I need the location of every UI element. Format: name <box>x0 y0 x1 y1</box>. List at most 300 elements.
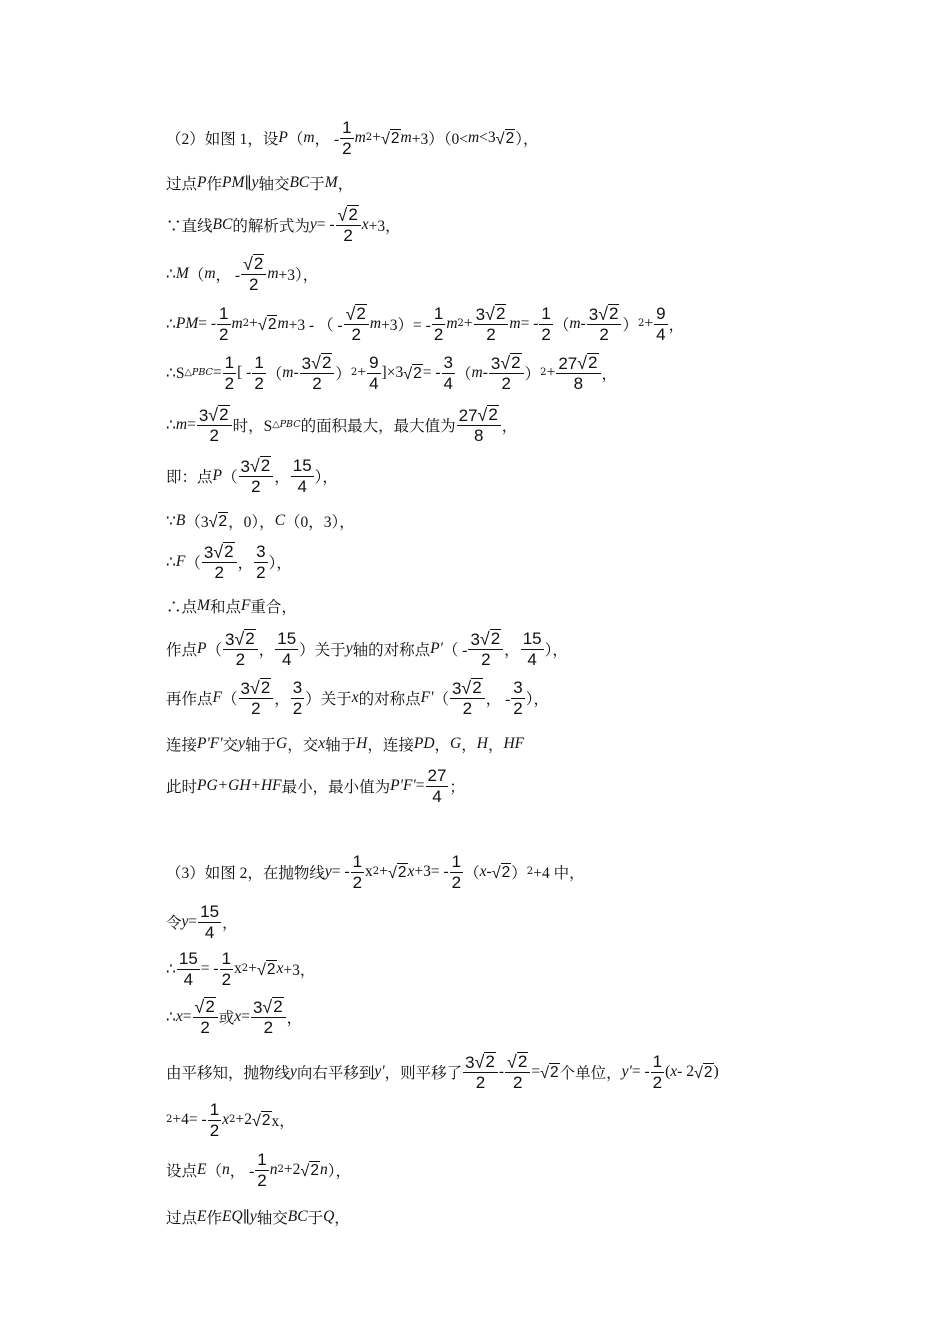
denominator: 4 <box>204 922 215 942</box>
variable: x <box>234 1008 242 1025</box>
math-line-reflect-p <box>166 625 568 673</box>
text: 令 <box>166 915 182 932</box>
text: +2 <box>235 1111 252 1128</box>
text: 轴交 <box>256 1210 288 1227</box>
text: ； <box>449 779 465 796</box>
denominator: 2 <box>292 698 303 718</box>
text: （ <box>206 1163 222 1180</box>
variable: m <box>471 364 483 381</box>
sqrt-expression <box>694 1063 714 1081</box>
fraction <box>450 678 485 719</box>
numerator: 1 <box>342 117 352 137</box>
text: +3= - <box>414 863 449 880</box>
variable: m <box>277 315 289 332</box>
variable: BC <box>289 174 310 191</box>
text: +3）， <box>278 267 319 284</box>
radical-sign-icon: √ <box>461 677 472 698</box>
radicand: 2 <box>267 315 277 333</box>
text: （ <box>266 366 283 383</box>
variable: E <box>197 1208 207 1225</box>
text: = - <box>316 216 335 233</box>
text: 过点 <box>166 1210 198 1227</box>
variable: B <box>175 512 186 529</box>
radicand: 2 <box>517 1051 528 1071</box>
radicand: 2 <box>310 1161 319 1179</box>
radical-sign-icon: √ <box>500 352 511 373</box>
variable: P <box>212 467 222 484</box>
denominator: 2 <box>219 324 229 344</box>
variable: x <box>351 689 359 706</box>
text: 作点 <box>166 642 198 659</box>
numerator: 3 √ 2 <box>463 1052 498 1074</box>
radical-sign-icon: √ <box>598 303 609 324</box>
variable: m <box>175 416 188 433</box>
variable: H <box>476 735 488 752</box>
text: +3， <box>368 218 401 235</box>
text: - <box>498 1063 505 1080</box>
sqrt-expression <box>403 364 423 382</box>
variable: F <box>240 597 251 614</box>
text: ） <box>524 366 541 383</box>
sqrt-expression <box>485 304 506 324</box>
fraction <box>255 1151 268 1190</box>
text: 的对称点 <box>358 691 421 708</box>
text: ，0）， <box>228 514 275 531</box>
fraction <box>489 353 524 394</box>
sqrt-expression <box>577 353 598 373</box>
denominator: 2 <box>248 275 259 295</box>
text: = - <box>331 863 350 880</box>
fraction <box>351 853 364 892</box>
sqrt-expression <box>507 1052 528 1072</box>
variable: x <box>318 735 326 752</box>
numerator: 3 √ 2 <box>468 629 503 651</box>
sqrt-expression <box>195 997 216 1017</box>
text: ， <box>434 737 451 754</box>
text: = <box>182 1008 192 1025</box>
sqrt-expression <box>381 129 401 147</box>
numerator: 15 <box>522 628 542 648</box>
text: + <box>372 129 381 146</box>
text: - <box>482 364 488 381</box>
numerator: 1 <box>224 352 235 372</box>
text: ∵直线 <box>166 218 213 235</box>
numerator: 3 √ 2 <box>251 997 286 1019</box>
numerator: 3 √ 2 <box>450 678 485 700</box>
math-line-m-f-coincide <box>166 582 297 630</box>
numerator <box>193 997 218 1019</box>
fraction <box>654 305 667 344</box>
fraction <box>241 254 266 295</box>
text: ， <box>274 469 290 486</box>
denominator: 2 <box>351 325 361 345</box>
denominator: 2 <box>512 1073 523 1093</box>
numerator: 15 <box>292 455 312 475</box>
radicand: 2 <box>205 996 215 1016</box>
variable: y' <box>621 1063 632 1080</box>
sqrt-expression <box>262 997 283 1017</box>
numerator: 27 √ 2 <box>457 405 501 427</box>
text: 和点 <box>209 599 241 616</box>
text: ）， <box>525 691 549 708</box>
numerator: 1 <box>433 303 444 323</box>
variable: M <box>324 174 338 191</box>
math-line-area-pbc: ∴S △PBC = $\frac{1}{2}$ [ - $\frac{1}{2}$ （ m - 3 √ 2 2 ） 2 + $\frac{9}{4}$ ]×3 √ 2 = - $\frac{3}{4}$ （ m - 3 √ 2 2 ） 2 + 27 √ 2 8 ， <box>166 352 618 394</box>
denominator: 4 <box>369 373 379 393</box>
radicand: 2 <box>485 1051 495 1071</box>
text: ∵ <box>166 512 176 530</box>
variable: x <box>222 1111 230 1128</box>
text: ， <box>487 737 504 754</box>
math-line-p2-intro: （2）如图 1，设 P （ m ， - $\frac{1}{2}$ m 2 + √ 2 m +3）（0< m <3 √ 2 ）， <box>166 117 539 158</box>
variable: F <box>175 553 186 570</box>
text: - <box>580 315 586 332</box>
sqrt-expression <box>500 353 521 373</box>
numerator: 3 <box>513 677 523 697</box>
radicand: 2 <box>219 404 229 424</box>
radical-sign-icon: √ <box>300 1161 310 1180</box>
variable: y <box>251 174 259 191</box>
numerator <box>241 254 266 276</box>
variable: x <box>276 960 284 977</box>
sqrt-expression <box>540 1063 560 1081</box>
sqrt-expression <box>480 629 501 649</box>
radical-sign-icon: √ <box>474 1051 485 1072</box>
text: （ <box>221 469 238 486</box>
sqrt-expression <box>257 960 277 978</box>
radicand: 2 <box>260 455 271 475</box>
radical-sign-icon: √ <box>262 996 273 1017</box>
variable: E <box>197 1161 207 1178</box>
denominator: 4 <box>527 649 537 669</box>
fraction <box>197 405 232 446</box>
radical-sign-icon: √ <box>507 1051 517 1072</box>
fraction <box>254 543 267 582</box>
text: 设点 <box>166 1163 198 1180</box>
variable: BC <box>287 1208 308 1225</box>
text: 向右平移到 <box>296 1065 375 1082</box>
variable: n <box>319 1161 328 1178</box>
text: ， <box>501 418 518 435</box>
text: ， <box>504 642 520 659</box>
text: ∴ <box>166 553 176 571</box>
denominator: 2 <box>342 138 352 158</box>
radicand: 2 <box>488 404 498 424</box>
text: （ <box>464 865 480 882</box>
numerator: 15 <box>178 948 198 968</box>
math-line-min-value <box>166 762 465 810</box>
fraction <box>252 354 265 393</box>
text: ， <box>286 1010 303 1027</box>
fraction <box>340 119 353 158</box>
variable: x <box>361 216 369 233</box>
numerator: 15 <box>277 628 297 648</box>
radical-sign-icon: √ <box>311 352 321 373</box>
text: （ <box>185 555 201 572</box>
variable: m <box>400 129 412 146</box>
radical-sign-icon: √ <box>387 863 397 882</box>
radical-sign-icon: √ <box>234 628 245 649</box>
denominator: 4 <box>443 373 454 393</box>
text: 个单位， <box>559 1065 622 1082</box>
denominator: 2 <box>235 650 246 670</box>
text: 交 <box>222 737 239 754</box>
text: ， <box>222 915 238 932</box>
variable: m <box>231 315 243 332</box>
sqrt-expression <box>478 405 499 425</box>
numerator <box>344 304 369 326</box>
text: ， - <box>215 267 241 284</box>
denominator: 2 <box>214 563 224 583</box>
text: ， <box>237 555 254 572</box>
variable: P <box>197 640 207 657</box>
variable: n <box>269 1161 278 1178</box>
numerator: 1 <box>221 948 232 968</box>
text: ∴点 <box>166 599 198 616</box>
variable: m <box>267 265 279 282</box>
denominator: 2 <box>481 650 491 670</box>
variable: m <box>204 265 216 282</box>
radical-sign-icon: √ <box>345 303 356 324</box>
sqrt-expression <box>338 205 359 225</box>
denominator: 2 <box>209 1120 220 1140</box>
text: = - <box>198 315 217 332</box>
numerator: 3 <box>256 541 266 561</box>
text: 此时 <box>166 779 198 796</box>
text: + <box>248 960 257 977</box>
text: ） <box>622 317 638 334</box>
variable: y <box>324 863 332 880</box>
text: 于 <box>307 1210 324 1227</box>
math-line-pm-parallel <box>166 159 353 207</box>
variable: x <box>670 1063 678 1080</box>
sqrt-expression <box>388 863 408 881</box>
fraction <box>450 853 463 892</box>
text: x <box>365 863 373 880</box>
math-line-connect <box>166 720 524 768</box>
fraction <box>223 629 258 670</box>
denominator: 2 <box>254 373 264 393</box>
text: = <box>531 1063 541 1080</box>
text: 由平移知，抛物线 <box>166 1065 291 1082</box>
denominator: 2 <box>209 426 219 446</box>
variable: PM <box>175 315 199 332</box>
sqrt-expression <box>346 304 367 324</box>
denominator: 2 <box>312 374 322 394</box>
text: ， <box>258 642 275 659</box>
sqrt-expression <box>209 512 229 530</box>
denominator: 4 <box>432 786 442 806</box>
denominator: 2 <box>462 699 473 719</box>
radicand: 2 <box>505 129 515 147</box>
text: ） <box>511 865 527 882</box>
fraction <box>651 1053 664 1092</box>
text: 再作点 <box>166 691 213 708</box>
sqrt-expression <box>598 304 619 324</box>
radicand: 2 <box>550 1063 559 1081</box>
fraction <box>511 679 524 718</box>
variable: EQ <box>222 1208 243 1225</box>
fraction <box>474 304 509 345</box>
text: 即：点 <box>166 469 213 486</box>
numerator: 1 <box>352 851 363 871</box>
radical-sign-icon: √ <box>243 253 253 274</box>
sqrt-expression <box>475 1052 496 1072</box>
radical-sign-icon: √ <box>257 315 267 334</box>
radicand: 2 <box>495 303 506 323</box>
variable: x <box>479 863 487 880</box>
text: + <box>357 364 367 381</box>
variable: M <box>197 597 210 614</box>
variable: G <box>276 735 288 752</box>
text: （ - <box>442 642 468 659</box>
text: 作 <box>206 1210 222 1227</box>
text: ，则平移了 <box>384 1065 463 1082</box>
numerator: 9 <box>369 352 379 372</box>
radicand: 2 <box>218 512 228 530</box>
denominator: 2 <box>256 562 266 582</box>
numerator: 1 <box>257 1149 267 1169</box>
text: ， <box>601 366 618 383</box>
numerator: 3 √ 2 <box>587 304 622 326</box>
math-line-p3-intro: （3）如图 2，在抛物线 y = - $\frac{1}{2}$ x 2 + √ 2 x +3= - $\frac{1}{2}$ （ x - √ 2 ） 2 +4 中， <box>166 851 585 892</box>
sqrt-expression <box>208 405 229 425</box>
fraction <box>367 354 380 393</box>
fraction <box>300 353 335 394</box>
radical-sign-icon: √ <box>485 303 495 324</box>
denominator: 2 <box>486 325 496 345</box>
radicand: 2 <box>321 352 332 372</box>
radical-sign-icon: √ <box>479 628 490 649</box>
radicand: 2 <box>703 1063 713 1081</box>
fraction <box>432 305 445 344</box>
numerator: 3 √ 2 <box>239 678 274 700</box>
sqrt-expression <box>300 1161 320 1179</box>
variable: m <box>569 315 581 332</box>
denominator: 8 <box>573 374 584 394</box>
math-line-translation-cont: 2 +4= - $\frac{1}{2}$ x 2 +2 √ 2 x， <box>166 1099 295 1140</box>
radicand: 2 <box>490 628 501 648</box>
text: 连接 <box>166 737 198 754</box>
variable: P'F' <box>197 735 223 752</box>
fraction <box>336 205 361 246</box>
text: 作 <box>206 176 222 193</box>
radicand: 2 <box>224 541 234 561</box>
text: x， <box>271 1113 295 1130</box>
text: ， <box>461 737 477 754</box>
text: 轴交 <box>258 176 290 193</box>
numerator: 27 √ 2 <box>556 353 600 375</box>
math-line-eq-solve: ∴ $\frac{15}{4}$ = - $\frac{1}{2}$ x 2 + √ 2 x +3， <box>166 948 316 989</box>
radicand: 2 <box>348 204 358 224</box>
text: + <box>379 863 388 880</box>
fraction <box>539 305 552 344</box>
variable: M <box>175 265 189 282</box>
fraction <box>291 457 314 496</box>
text: （3 <box>185 514 209 531</box>
numerator: 15 <box>200 901 220 921</box>
denominator: 4 <box>656 324 666 344</box>
sqrt-expression <box>492 863 512 881</box>
denominator: 2 <box>599 325 609 345</box>
variable: Q <box>323 1208 335 1225</box>
variable: y <box>181 913 189 930</box>
text: ）， <box>544 642 568 659</box>
math-line-let-y <box>166 898 238 946</box>
text: x <box>234 960 242 977</box>
numerator: 3 √ 2 <box>474 304 509 326</box>
text: ）， <box>515 131 539 148</box>
radicand: 2 <box>501 863 511 881</box>
fraction <box>223 354 236 393</box>
text: ∴S <box>166 364 185 382</box>
radical-sign-icon: √ <box>337 204 348 225</box>
radical-sign-icon: √ <box>249 677 260 698</box>
radical-sign-icon: √ <box>540 1063 549 1082</box>
text: ， <box>334 1210 350 1227</box>
variable: G <box>450 735 462 752</box>
numerator: 1 <box>451 851 462 871</box>
variable: P' <box>430 640 443 657</box>
fraction <box>275 630 298 669</box>
fraction <box>291 679 304 718</box>
variable: x <box>407 863 415 880</box>
math-line-eq-parallel <box>166 1193 350 1241</box>
text: = - <box>422 364 441 381</box>
text: 的面积最大，最大值为 <box>300 418 456 435</box>
fraction <box>587 304 622 345</box>
text: = <box>415 777 425 794</box>
denominator: 2 <box>513 698 523 718</box>
denominator: 2 <box>251 699 261 719</box>
radical-sign-icon: √ <box>213 541 224 562</box>
fraction <box>521 630 544 669</box>
sqrt-expression <box>250 456 271 476</box>
numerator: 3 √ 2 <box>197 405 232 427</box>
math-line-pm-length: ∴ PM = - $\frac{1}{2}$ m 2 + √ 2 m +3 - （ - √ 2 2 m +3）= - $\frac{1}{2}$ m 2 + 3 √ 2 2 m = - $\frac{1}{2}$ （ m - 3 √ 2 2 ） 2 + $\frac{9}{4}$ ， <box>166 303 685 345</box>
text: +4 中， <box>533 865 585 882</box>
text: = <box>241 1008 250 1025</box>
sqrt-expression <box>461 678 482 698</box>
math-line-point-f <box>166 538 292 586</box>
variable: m <box>446 315 458 332</box>
text: - 2 <box>677 1063 694 1080</box>
text: - <box>486 863 492 880</box>
denominator: 4 <box>281 649 292 669</box>
radicand: 2 <box>413 364 422 382</box>
variable: PG+GH+HF <box>197 777 282 794</box>
fraction <box>344 304 369 345</box>
radicand: 2 <box>261 1111 271 1129</box>
text: ）， <box>268 555 292 572</box>
fraction <box>505 1052 530 1093</box>
radicand: 2 <box>390 129 400 147</box>
fraction <box>202 542 237 583</box>
radical-sign-icon: √ <box>495 129 505 148</box>
radical-sign-icon: √ <box>249 455 260 476</box>
text: ( <box>665 1063 671 1080</box>
radicand: 2 <box>588 352 598 372</box>
radical-sign-icon: √ <box>208 512 218 531</box>
denominator: 2 <box>451 872 462 892</box>
numerator: 1 <box>219 303 229 323</box>
fraction <box>251 997 286 1038</box>
text: （ <box>188 267 205 284</box>
text: 的解析式为 <box>232 218 310 235</box>
sqrt-expression <box>250 678 271 698</box>
denominator: 2 <box>352 872 363 892</box>
math-line-point-p <box>166 452 338 500</box>
